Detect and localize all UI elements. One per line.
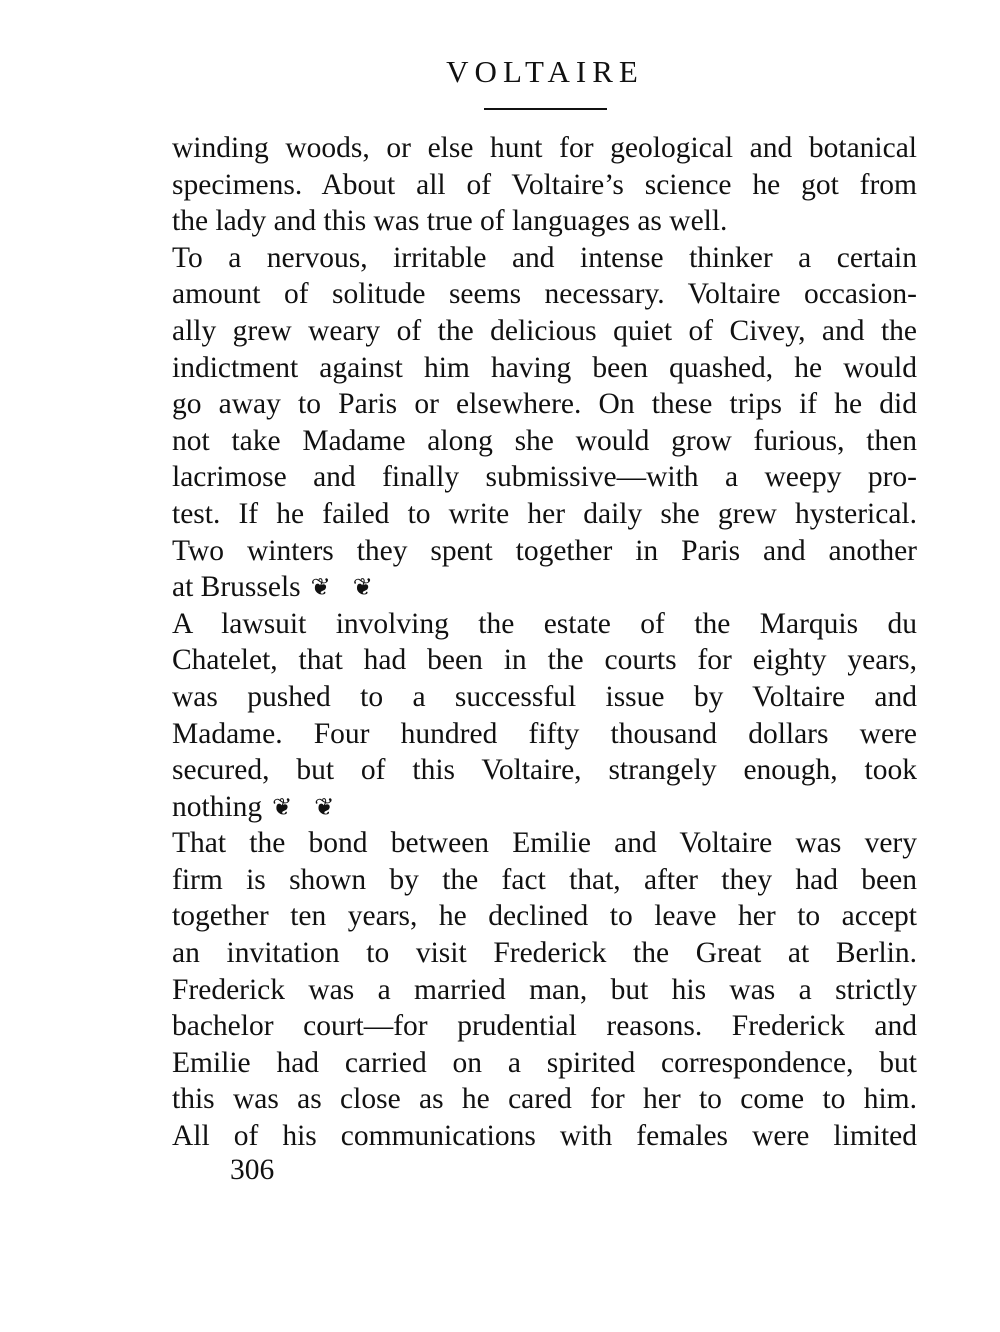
- text-line: test. If he failed to write her daily she grew hysterical.: [172, 497, 917, 530]
- text-line: ally grew weary of the delicious quiet of Civey, and the: [172, 314, 917, 347]
- text-line: winding woods, or else hunt for geological and botanical: [172, 132, 917, 164]
- text-line: amount of solitude seems necessary. Voltaire occasion-: [172, 278, 917, 311]
- text-line: at Brussels: [172, 571, 301, 604]
- running-head: VOLTAIRE: [446, 54, 644, 89]
- text-line: was pushed to a successful issue by Voltaire and: [172, 680, 917, 713]
- text-line: together ten years, he declined to leave her to accept: [172, 900, 917, 933]
- text-line: Two winters they spent together in Paris and another: [172, 534, 917, 567]
- text-line: To a nervous, irritable and intense thinker a certain: [172, 241, 917, 274]
- text-line: Emilie had carried on a spirited correspondence, but: [172, 1046, 917, 1079]
- text-line: That the bond between Emilie and Voltaire was very: [172, 827, 917, 860]
- text-line: Chatelet, that had been in the courts for eighty years,: [172, 644, 917, 677]
- text-line: All of his communications with females were limited: [172, 1120, 917, 1153]
- text-line: Frederick was a married man, but his was a strictly: [172, 973, 917, 1006]
- text-line: nothing: [172, 790, 263, 823]
- page-number: 306: [230, 1154, 275, 1186]
- text-line: go away to Paris or elsewhere. On these trips if he did: [172, 388, 917, 421]
- text-line: the lady and this was true of languages as well.: [172, 205, 728, 238]
- text-line: Madame. Four hundred fifty thousand dollars were: [172, 717, 917, 750]
- text-line: A lawsuit involving the estate of the Marquis du: [172, 607, 917, 640]
- text-line-with-ornament: [172, 569, 917, 606]
- text-line: an invitation to visit Frederick the Great at Berlin.: [172, 937, 917, 970]
- text-line: firm is shown by the fact that, after they had been: [172, 863, 917, 896]
- body-text: [172, 130, 917, 1155]
- text-line-with-ornament: [172, 789, 917, 826]
- text-line: secured, but of this Voltaire, strangely enough, took: [172, 754, 917, 787]
- head-rule-divider: [484, 108, 607, 110]
- text-line: this was as close as he cared for her to come to him.: [172, 1083, 917, 1116]
- text-line: bachelor court—for prudential reasons. Frederick and: [172, 1010, 917, 1043]
- text-line: indictment against him having been quashed, he would: [172, 351, 917, 384]
- fleuron-ornament-icon: ❦ ❦: [272, 794, 343, 821]
- text-line: not take Madame along she would grow furious, then: [172, 424, 917, 457]
- text-line: lacrimose and finally submissive—with a weepy pro-: [172, 461, 917, 494]
- text-line: specimens. About all of Voltaire’s science he got from: [172, 168, 917, 201]
- fleuron-ornament-icon: ❦ ❦: [310, 575, 381, 602]
